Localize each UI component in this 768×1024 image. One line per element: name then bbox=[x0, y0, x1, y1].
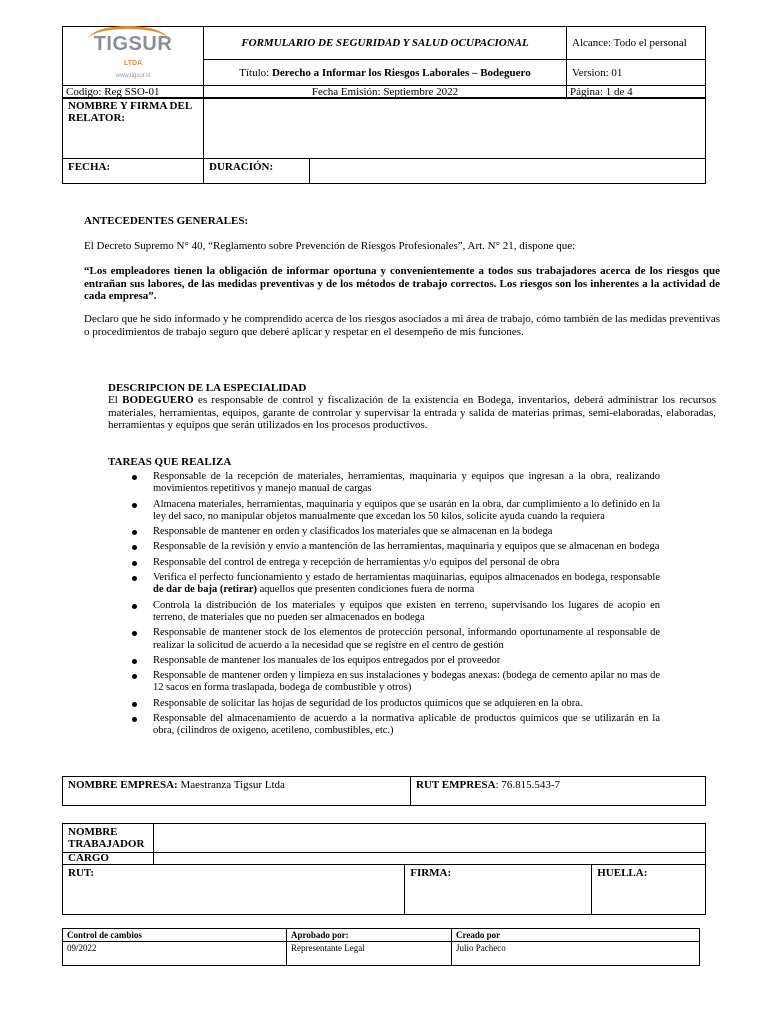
change-control-header: Control de cambios bbox=[63, 929, 287, 942]
bullet-icon bbox=[132, 545, 137, 550]
approved-by-value: Representante Legal bbox=[287, 942, 452, 966]
company-name-label: NOMBRE EMPRESA: bbox=[68, 779, 178, 791]
form-version: Version: 01 bbox=[567, 60, 706, 86]
signature-label: FIRMA: bbox=[410, 867, 452, 879]
bullet-icon bbox=[132, 631, 137, 636]
created-by-value: Julio Pacheco bbox=[452, 942, 700, 966]
form-title: FORMULARIO DE SEGURIDAD Y SALUD OCUPACIONAL bbox=[204, 27, 567, 60]
tareas-heading: TAREAS QUE REALIZA bbox=[108, 456, 232, 468]
bullet-icon bbox=[132, 503, 137, 508]
relator-name-field[interactable] bbox=[204, 98, 706, 159]
worker-rut-field[interactable] bbox=[63, 865, 405, 915]
bullet-icon bbox=[132, 576, 137, 581]
fingerprint-field[interactable] bbox=[592, 865, 706, 915]
company-name-cell bbox=[63, 777, 411, 806]
task-item: Verifica el perfecto funcionamiento y estado de herramientas maquinarias, equipos almacenados en bodega, responsable de dar de baja (retirar) aquellos que presenten condiciones fuera de norma bbox=[108, 572, 660, 597]
bullet-icon bbox=[132, 561, 137, 566]
title-value: Derecho a Informar los Riesgos Laborales – Bodeguero bbox=[271, 66, 531, 79]
task-item: Responsable de la recepción de materiales, herramientas, maquinaria y equipos que ingresan a la obra, realizando movimientos repetitivos y manejo manual de cargas bbox=[108, 471, 660, 496]
relator-table bbox=[62, 97, 706, 184]
duration-field[interactable] bbox=[310, 159, 706, 184]
task-item: Responsable del almacenamiento de acuerdo a la normativa aplicable de productos químicos que se utilizarán en la obra, (cilindros de oxigeno, acetileno, combustibles, etc.) bbox=[108, 713, 660, 738]
bullet-icon bbox=[132, 674, 137, 679]
cargo-label: CARGO bbox=[63, 853, 154, 865]
emission-date: Fecha Emisión: Septiembre 2022 bbox=[204, 86, 567, 99]
task-item: Responsable de la revisión y envío a mantención de las herramientas, maquinaria y equipos que se almacenan en bodega bbox=[108, 541, 660, 553]
change-control-value: 09/2022 bbox=[63, 942, 287, 966]
bullet-icon bbox=[132, 604, 137, 609]
logo-url: www.tigsur.cl bbox=[115, 72, 151, 79]
form-header bbox=[62, 26, 706, 99]
task-item: Responsable de mantener en orden y clasificados los materiales que se almacenan en la bodega bbox=[108, 526, 660, 538]
bullet-icon bbox=[132, 717, 137, 722]
task-item: Almacena materiales, herramientas, maquinaria y equipos que se usarán en la obra, dar cumplimiento a lo definido en la ley del saco, no manipular objetos manualmente que excedan los 50 kilos, solicite ayuda cuando la requiera bbox=[108, 499, 660, 524]
task-item: Responsable de mantener orden y limpieza en sus instalaciones y bodegas anexas: (bodega de cemento apilar no mas de 12 sacos en forma traslapada, bodega de combustible y otros) bbox=[108, 670, 660, 695]
worker-name-label: NOMBRE TRABAJADOR bbox=[63, 824, 154, 853]
approved-by-header: Aprobado por: bbox=[287, 929, 452, 942]
page-number: Página: 1 de 4 bbox=[567, 86, 706, 99]
especialidad-intro: El bbox=[108, 394, 118, 406]
fingerprint-label: HUELLA: bbox=[597, 867, 648, 879]
company-rut-value: : 76.815.543-7 bbox=[495, 779, 561, 791]
form-subtitle bbox=[204, 60, 567, 86]
task-item: Responsable de mantener los manuales de los equipos entregados por el proveedor bbox=[108, 655, 660, 667]
worker-table bbox=[62, 823, 706, 915]
company-logo bbox=[68, 33, 198, 80]
especialidad-heading: DESCRIPCION DE LA ESPECIALIDAD bbox=[108, 382, 307, 394]
company-table bbox=[62, 776, 706, 806]
bullet-icon bbox=[132, 475, 137, 480]
law-quote: “Los empleadores tienen la obligación de informar oportuna y convenientemente a todos sus trabajadores acerca de los riesgos que entrañan sus labores, de las medidas preventivas y de los métodos de trabajo correctos. Los riesgos son los inherentes a la actividad de cada empresa”. bbox=[84, 265, 720, 302]
task-item: Responsable de solicitar las hojas de seguridad de los productos químicos que se adquieren en la obra. bbox=[108, 698, 660, 710]
task-item: Controla la distribución de los materiales y equipos que existen en terreno, supervisando los lugares de acopio en terreno, de materiales que no pueden ser almacenados en bodega bbox=[108, 600, 660, 625]
form-code: Codigo: Reg SSO-01 bbox=[63, 86, 204, 99]
task-list bbox=[108, 471, 660, 741]
especialidad-text bbox=[108, 394, 716, 432]
company-rut-label: RUT EMPRESA bbox=[416, 779, 496, 791]
relator-name-label: NOMBRE Y FIRMA DEL RELATOR: bbox=[63, 98, 204, 159]
date-label: FECHA: bbox=[63, 159, 204, 184]
logo-cell bbox=[63, 27, 204, 86]
company-name-value: Maestranza Tigsur Ltda bbox=[180, 779, 285, 791]
company-rut-cell bbox=[411, 777, 706, 806]
especialidad-description: es responsable de control y fiscalización de la existencia en Bodega, inventarios, deberá administrar los recursos materiales, herramientas, equipos, garante de controlar y supervisar la entrada y salida de materias primas, semi-elaboradas, elaboradas, herramientas y equipos que serán utilizados en los procesos productivos. bbox=[108, 394, 717, 431]
task-emphasis: de dar de baja (retirar) bbox=[153, 584, 258, 596]
logo-subtext: LTDA bbox=[123, 59, 143, 67]
form-scope: Alcance: Todo el personal bbox=[567, 27, 706, 60]
change-control-table bbox=[62, 928, 700, 966]
decree-text: El Decreto Supremo N° 40, “Reglamento sobre Prevención de Riesgos Profesionales”, Art. N° 21, dispone que: bbox=[84, 240, 576, 252]
created-by-header: Creado por bbox=[452, 929, 700, 942]
declaration-text: Declaro que he sido informado y he comprendido acerca de los riesgos asociados a mi área de trabajo, cómo también de las medidas preventivas o procedimientos de trabajo seguro que deberé aplicar y respetar en el desempeño de mis funciones. bbox=[84, 313, 720, 338]
role-name: BODEGUERO bbox=[122, 394, 194, 406]
bullet-icon bbox=[132, 530, 137, 535]
worker-name-field[interactable] bbox=[154, 824, 706, 853]
cargo-field[interactable] bbox=[154, 853, 706, 865]
logo-text: TIGSUR bbox=[93, 32, 173, 55]
duration-label: DURACIÓN: bbox=[204, 159, 310, 184]
antecedentes-heading: ANTECEDENTES GENERALES: bbox=[84, 215, 249, 227]
task-item: Responsable de mantener stock de los elementos de protección personal, informando oportunamente al responsable de realizar la solicitud de acuerdo a la necesidad que se registre en el centro de gestión bbox=[108, 627, 660, 652]
signature-field[interactable] bbox=[405, 865, 592, 915]
bullet-icon bbox=[132, 659, 137, 664]
title-label: Título: bbox=[239, 66, 270, 79]
task-item: Responsable del control de entrega y recepción de herramientas y/o equipos del personal de obra bbox=[108, 557, 660, 569]
worker-rut-label: RUT: bbox=[68, 867, 95, 879]
bullet-icon bbox=[132, 702, 137, 707]
